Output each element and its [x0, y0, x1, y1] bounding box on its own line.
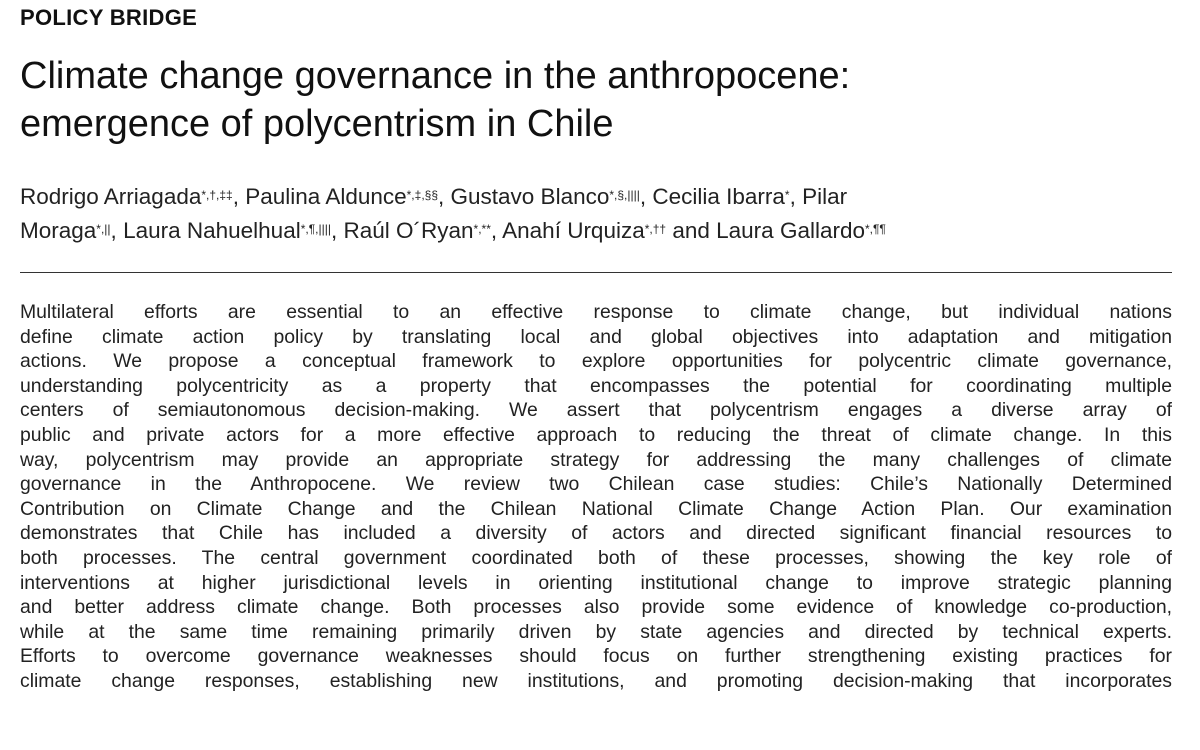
- abstract-line: while at the same time remaining primarily driven by state agencies and directed by technical experts.: [20, 620, 1172, 643]
- abstract-line: demonstrates that Chile has included a diversity of actors and directed significant financial resources to: [20, 522, 1172, 545]
- abstract-line: understanding polycentricity as a property that encompasses the potential for coordinating multiple: [20, 374, 1172, 397]
- author-affiliation-marks: *,§,||||: [609, 188, 640, 202]
- author-affiliation-marks: *,‡,§§: [406, 188, 438, 202]
- author-name: [20, 218, 111, 243]
- author-name-text: Rodrigo Arriagada: [20, 184, 202, 209]
- author-name: [451, 184, 640, 209]
- abstract-line: Efforts to overcome governance weaknesses should focus on further strengthening existing practices for: [20, 645, 1172, 668]
- author-affiliation-marks: *,††: [644, 222, 667, 236]
- author-name: [245, 184, 438, 209]
- article-title: [20, 52, 850, 148]
- author-separator: ,: [639, 184, 653, 209]
- abstract-line: Contribution on Climate Change and the Chilean National Climate Change Action Plan. Our examination: [20, 497, 1172, 520]
- abstract-line: public and private actors for a more effective approach to reducing the threat of climate change. In this: [20, 423, 1172, 446]
- author-line: [20, 180, 1172, 214]
- abstract-line: Multilateral efforts are essential to an effective response to climate change, but individual nations: [20, 301, 1172, 323]
- author-name: [502, 218, 666, 243]
- author-separator: ,: [232, 184, 246, 209]
- abstract-line: interventions at higher jurisdictional levels in orienting institutional change to improve strategic planning: [20, 571, 1172, 594]
- author-list: [20, 180, 1172, 248]
- author-affiliation-marks: *,¶¶: [864, 222, 886, 236]
- abstract-line: governance in the Anthropocene. We review two Chilean case studies: Chile’s Nationally Determined: [20, 473, 1172, 496]
- title-line: emergence of polycentrism in Chile: [20, 103, 614, 145]
- title-line: Climate change governance in the anthropocene:: [20, 55, 851, 97]
- abstract-line: and better address climate change. Both processes also provide some evidence of knowledge co-production,: [20, 596, 1172, 619]
- author-separator: ,: [330, 218, 344, 243]
- author-name-text: Cecilia Ibarra: [652, 184, 785, 209]
- author-name-text: Paulina Aldunce: [245, 184, 407, 209]
- author-affiliation-marks: *,**: [473, 222, 491, 236]
- author-separator: , Pilar: [789, 184, 848, 209]
- author-affiliation-marks: *,||: [96, 222, 111, 236]
- section-label: POLICY BRIDGE: [20, 5, 198, 30]
- author-name-text: Moraga: [20, 218, 97, 243]
- author-name-text: Laura Nahuelhual: [123, 218, 301, 243]
- author-name-text: Anahí Urquiza: [502, 218, 645, 243]
- author-separator: ,: [438, 184, 451, 209]
- author-name: [652, 184, 789, 209]
- author-separator: ,: [110, 218, 124, 243]
- abstract-line: both processes. The central government coordinated both of these processes, showing the key role of: [20, 546, 1172, 569]
- author-name-text: Gustavo Blanco: [450, 184, 610, 209]
- abstract-line: climate change responses, establishing new institutions, and promoting decision-making that incorporates: [20, 669, 1172, 692]
- abstract-line: actions. We propose a conceptual framework to explore opportunities for polycentric climate governance,: [20, 350, 1172, 373]
- abstract-line: centers of semiautonomous decision-making. We assert that polycentrism engages a diverse array of: [20, 399, 1172, 422]
- abstract: [20, 300, 1172, 694]
- title-divider: [20, 272, 1172, 273]
- author-separator: and: [666, 218, 717, 243]
- author-separator: ,: [490, 218, 503, 243]
- author-name: [343, 218, 490, 243]
- author-affiliation-marks: *: [784, 188, 790, 202]
- author-name: [716, 218, 886, 243]
- author-line: [20, 214, 1172, 248]
- author-affiliation-marks: *,†,‡‡: [201, 188, 233, 202]
- abstract-line: define climate action policy by translating local and global objectives into adaptation and mitigation: [20, 325, 1172, 348]
- author-name-text: Raúl O´Ryan: [343, 218, 474, 243]
- author-name-text: Laura Gallardo: [716, 218, 865, 243]
- author-name: [20, 184, 233, 209]
- author-affiliation-marks: *,¶,||||: [300, 222, 331, 236]
- author-name: [123, 218, 331, 243]
- article-page: [20, 0, 1172, 750]
- abstract-line: way, polycentrism may provide an appropriate strategy for addressing the many challenges of climate: [20, 448, 1172, 471]
